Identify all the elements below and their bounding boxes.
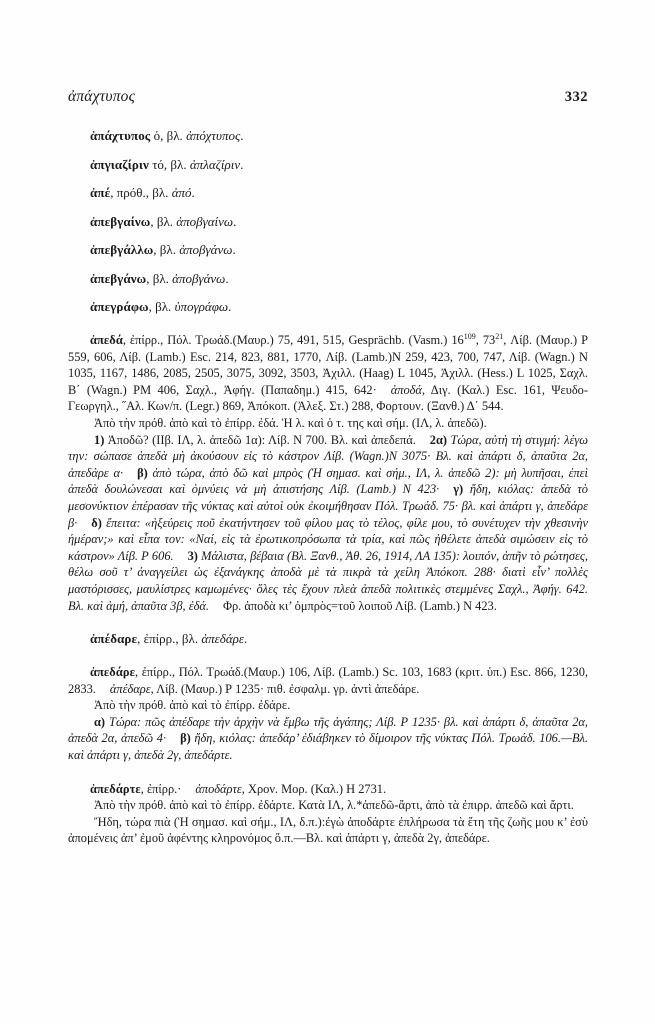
entry-gloss: , ἐπίρρ., βλ. xyxy=(137,631,202,647)
citation-list-cont2: , Λίβ. (Μαυρ.) Ρ 559, 606, Λίβ. (Lamb.) Esc. 214, 823, 881, 1770, Λίβ. (Lamb.)Ν 259, 423, 700, 747, Λίβ. (Wagn.) Ν 1035, 1167, 1486, 2085, 2505, 3075, 3092, 3503, Ἀχιλλ. (Haag) L 1045, Ἀχιλλ. (Hess.) L 1025, Σαχλ. Β΄ (Wagn.) PM 406, Σαχλ., Ἀφήγ. (Παπαδημ.) 415, 642· xyxy=(68,333,589,397)
superscript-reference: 109 xyxy=(463,331,476,341)
entry-gloss: , βλ. xyxy=(150,213,177,229)
stub-entry-list xyxy=(68,128,588,315)
list-item xyxy=(68,157,588,173)
headword: ἀπάχτυπος xyxy=(90,128,151,143)
entry-gloss: τό, βλ. xyxy=(148,156,190,172)
variant-citations: , Λίβ. (Μαυρ.) Ρ 1235· πιθ. ἐσφαλμ. γρ. ἀντὶ ἀπεδάρε. xyxy=(150,681,420,696)
sense-text: ἔπειτα: «ἠξεύρεις ποῦ ἐκατήντησεν τοῦ φίλου μας τὸ τέλος, φίλε μου, τὸ συνέτυχεν τὴν χθεσινὴν ἡμέραν;» καὶ εἶπα τον: «Ναί, εἰς τὰ ἐρωτικοπρόσωπα τὰ τρία, καὶ πῶς ἠθέλετε ἀπεδὰ σιμώσειν εἰς τὸ κάστρον» Λίβ. Ρ 606. xyxy=(68,515,588,563)
running-head-word: ἀπάχτυπος xyxy=(68,88,136,105)
headword: ἀπεδάρτε xyxy=(90,781,141,796)
list-item xyxy=(68,271,588,287)
etymology-note-apedarte: Ἀπὸ τὴν πρόθ. ἀπὸ καὶ τὸ ἐπίρρ. ἐδάρτε. Κατὰ ΙΛ, λ.*ἀπεδῶ-ἄρτι, ἀπὸ τὰ ἐπιρρ. ἀπεδῶ καὶ ἄρτι. xyxy=(94,798,574,813)
citation-list: , ἐπίρρ., Πόλ. Τρωάδ.(Μαυρ.) 106, Λίβ. (Lamb.) Sc. 103, 1683 (κριτ. ὑπ.) Esc. 866, 1230, 2833. xyxy=(68,665,588,696)
sense-number: β) xyxy=(137,465,148,480)
variant-form: ἀποδάρτε xyxy=(195,781,242,796)
variant-citations: , Διγ. (Καλ.) Esc. 161, Ψευδο-Γεωργηλ., ˝Αλ. Κων/π. (Legr.) 869, Ἀπόκοπ. (Ἀλεξ. Στ.) 288, Φορτουν. (Ξανθ.) Δ΄ 544. xyxy=(68,382,588,414)
sense-text: Τώρα, αὐτὴ τὴ στιγμή: λέγω την: σώπασε ἀπεδὰ μὴ ἀκούσουν εἰς τὸ κάστρον Λίβ. (Wagn.)Ν 3075· Βλ. καὶ ἀπάρτι δ, ἀπαῦτα 2α, ἀπεδάρε α· xyxy=(68,432,588,480)
headword: ἀπεβγάνω xyxy=(90,270,147,286)
headword: ἀπεβγαίνω xyxy=(90,213,151,229)
headword: ἀπεβγάλλω xyxy=(90,242,154,257)
cross-reference[interactable]: ἀπεδάρε xyxy=(201,631,245,647)
spacer xyxy=(68,315,588,332)
entry-terminator: . xyxy=(240,156,244,172)
sense-number: 3) xyxy=(187,548,198,563)
headword: ἀπγιαζίριν xyxy=(90,156,149,172)
entry-terminator: . xyxy=(233,213,237,229)
sense-text: ἤδη, κιόλας: ἀπεδὰ τὸ μεσονύκτιον ἐπέρασαν τῆς νύκτας καὶ αὐτοὶ οὐκ ἐκοιμήθησαν Πόλ. Τρωάδ. 75· βλ. καὶ ἀπάρτι γ, ἀπεδάρε β· xyxy=(68,482,588,530)
phrase-note: Φρ. ἀποδὰ κι’ ὀμπρὸς=τοῦ λοιποῦ Λίβ. (Lamb.) Ν 423. xyxy=(222,598,497,613)
entry-gloss: ὁ, βλ. xyxy=(150,128,187,143)
sense-number: β) xyxy=(180,731,191,746)
sense-number: γ) xyxy=(453,482,464,497)
entry-gloss: , πρόθ., βλ. xyxy=(110,185,172,200)
running-head xyxy=(68,88,588,110)
etymology-note-apedare: Ἀπὸ τὴν πρόθ. ἀπὸ καὶ τὸ ἐπίρρ. ἐδάρε. xyxy=(94,698,291,713)
entry-gloss: , βλ. xyxy=(146,270,173,286)
sense-text: ἤδη, κιόλας: ἀπεδάρ’ ἐδιάβηκεν τὸ δίμοιρον τῆς νύκτας Πόλ. Τρωάδ. 106.—Βλ. καὶ ἀπάρτι γ, ἀπεδὰ 2γ, ἀπεδάρτε. xyxy=(68,731,589,763)
cross-reference[interactable]: ἀποβγάνω xyxy=(172,270,226,286)
list-item xyxy=(68,214,588,230)
text-column xyxy=(68,128,588,847)
sense-text: Μάλιστα, βέβαια (Βλ. Ξανθ., Ἀθ. 26, 1914, ΛΑ 135): λοιπόν, ἀπῆν τὸ ρώτησες, θέλω σοῦ τ’ ἀναγγείλει ὡς ἐξανάγκης ἀποδὰ μὲ τὰ πικρὰ τὰ χείλη Ἀπόκοπ. 288· διατὶ εἶν’ πολλὲς μαστόρισσες, μαυλίστρες καμωμένες· ὅλες τὲς ἔχουν πλεὰ ἀπεδὰ πολιτικὲς στεμμένες Σαχλ., Ἀφήγ. 642. Βλ. καὶ ἀμή, ἀπαῦτα 3β, ἐδά. xyxy=(68,548,588,613)
page-number: 332 xyxy=(564,89,588,105)
entry-terminator: . xyxy=(244,631,248,647)
sense-paragraph xyxy=(68,432,588,615)
cross-reference[interactable]: ὑπογράφω xyxy=(174,299,229,314)
sense-paragraph xyxy=(68,714,588,764)
entry-terminator: . xyxy=(225,270,229,286)
variant-citations: , Χρον. Μορ. (Καλ.) Η 2731. xyxy=(241,781,387,796)
entry-gloss: , βλ. xyxy=(148,299,175,314)
sense-number: δ) xyxy=(91,515,102,530)
dictionary-entry-apedare xyxy=(68,664,588,697)
spacer xyxy=(68,647,588,664)
sense-text: Ἀποδῶ? (ΙΙβ. ΙΛ, λ. ἀπεδῶ 1α): Λίβ. Ν 700. Βλ. καὶ ἀπεδεπά. xyxy=(104,432,416,447)
headword: ἀπεγράφω xyxy=(90,299,149,314)
cross-reference[interactable]: ἀπλαζίριν xyxy=(189,156,241,172)
spacer xyxy=(68,764,588,781)
dictionary-entry-apeda xyxy=(68,332,588,415)
headword: ἀπέ xyxy=(90,185,111,200)
sense-number: α) xyxy=(94,714,106,729)
etymology-note-apeda: Ἀπὸ τὴν πρόθ. ἀπὸ καὶ τὸ ἐπίρρ. ἐδά. Ἡ λ. καὶ ὁ τ. της καὶ σήμ. (ΙΛ, λ. ἀπεδῶ). xyxy=(94,415,487,430)
entry-terminator: . xyxy=(191,185,195,200)
entry-gloss: , βλ. xyxy=(153,242,180,257)
sense-text: Τώρα: πῶς ἀπέδαρε τὴν ἀρχὴν νὰ ἔμβω τῆς ἀγάπης; Λίβ. Ρ 1235· βλ. καὶ ἀπάρτι δ, ἀπαῦτα 2α, ἀπεδὰ 2α, ἀπεδῶ 4· xyxy=(68,714,588,746)
citation-list: , ἐπίρρ.· xyxy=(140,781,182,796)
superscript-reference: 21 xyxy=(495,331,504,341)
entry-terminator: . xyxy=(228,299,232,314)
list-item xyxy=(68,242,588,258)
list-item xyxy=(68,299,588,315)
sense-number: 2α) xyxy=(429,432,448,447)
cross-reference[interactable]: ἀποβγαίνω xyxy=(176,213,234,229)
variant-form: ἀποδά xyxy=(390,382,422,397)
sense-number: 1) xyxy=(94,432,105,447)
list-item xyxy=(68,185,588,201)
cross-reference[interactable]: ἀποβγάνω xyxy=(179,242,233,257)
spacer xyxy=(68,614,588,631)
citation-list: , ἐπίρρ., Πόλ. Τρωάδ.(Μαυρ.) 75, 491, 515, Gesprächb. (Vasm.) 16 xyxy=(122,333,464,347)
variant-form: ἀπέδαρε xyxy=(109,681,151,696)
headword: ἀπεδάρε xyxy=(90,665,135,680)
headword: ἀπέδαρε xyxy=(90,631,138,647)
sense-text: ἀπὸ τώρα, ἀπὸ δῶ καὶ μπρὸς (Ἡ σημασ. καὶ σήμ., ΙΛ, λ. ἀπεδῶ 2): μὴ λυπῆσαι, ἐπεὶ ἀπεδὰ δουλώνεσαι καὶ ὀμνύεις νὰ μὴ ἀπιστήσης Λίβ. (Lamb.) Ν 423· xyxy=(68,465,589,497)
headword: ἀπεδά xyxy=(90,333,123,347)
sense-paragraph-apedarte: Ἤδη, τώρα πιὰ (Ἡ σημασ. καὶ σήμ., ΙΛ, δ.π.):ἐγὼ ἀποδάρτε ἐπλήρωσα τὰ ἔτη τῆς ζωῆς μου κ’ ἐσὺ ἀπομένεις ἀπ’ ἐμοῦ ἀφέντης κληρονόμος ὅ.π.—Βλ. καὶ ἀπάρτι γ, ἀπεδὰ 2γ, ἀπεδάρε. xyxy=(68,814,588,846)
dictionary-entry-apedare-stub xyxy=(68,631,588,647)
entry-terminator: . xyxy=(232,242,236,257)
cross-reference[interactable]: ἀπό xyxy=(171,185,192,200)
entry-terminator: . xyxy=(240,128,244,143)
citation-list-cont: , 73 xyxy=(475,333,496,347)
list-item xyxy=(68,128,588,144)
dictionary-entry-apedarte xyxy=(68,781,588,798)
cross-reference[interactable]: ἀπόχτυπος xyxy=(186,128,241,143)
